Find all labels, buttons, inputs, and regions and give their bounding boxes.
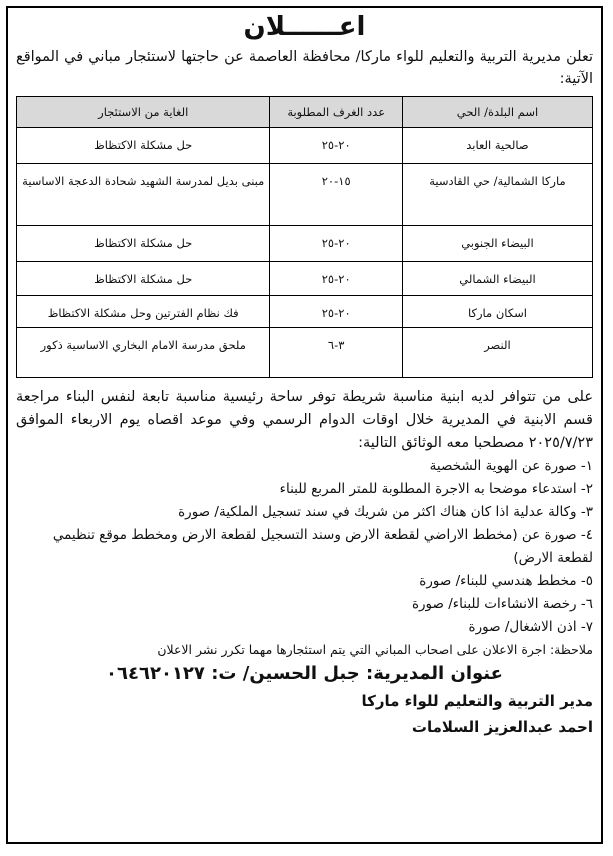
list-item: ٣- وكالة عدلية اذا كان هناك اكثر من شريك في سند تسجيل الملكية/ صورة xyxy=(178,504,593,520)
cell-rooms: ٢٠-٢٥ xyxy=(270,296,402,328)
cell-rooms: ١٥-٢٠ xyxy=(270,164,402,226)
intro-paragraph: تعلن مديرية التربية والتعليم للواء ماركا/ محافظة العاصمة عن حاجتها لاستئجار مباني في المواقع الآتية: xyxy=(16,49,593,87)
cell-place: النصر xyxy=(402,328,592,378)
cell-place: البيضاء الشمالي xyxy=(402,262,592,296)
body-paragraph: على من تتوافر لديه ابنية مناسبة شريطة توفر ساحة رئيسية مناسبة تابعة لنفس البناء مراجعة قسم الابنية في المديرية خلال اوقات الدوام الرسمي وفي موعد اقصاه يوم الاربعاء الموافق ٢٠٢٥/٧/٢٣ مصطحبا معه الوثائق التالية: xyxy=(16,389,593,451)
cell-purpose: حل مشكلة الاكتظاظ xyxy=(17,262,270,296)
rental-table xyxy=(16,96,593,378)
cell-place: صالحية العابد xyxy=(402,128,592,164)
table-row xyxy=(17,226,593,262)
table-header-row xyxy=(17,97,593,128)
signature-name: احمد عبدالعزيز السلامات xyxy=(411,718,593,736)
list-item: ٥- مخطط هندسي للبناء/ صورة xyxy=(419,573,593,589)
cell-rooms: ٢٠-٢٥ xyxy=(270,128,402,164)
table-row xyxy=(17,328,593,378)
page-title: اعــــــلان xyxy=(243,12,366,42)
cell-rooms: ٣-٦ xyxy=(270,328,402,378)
announcement-frame xyxy=(6,6,603,844)
table-row xyxy=(17,164,593,226)
cell-rooms: ٢٠-٢٥ xyxy=(270,262,402,296)
list-item: ٧- اذن الاشغال/ صورة xyxy=(468,619,593,635)
table-row xyxy=(17,262,593,296)
cell-purpose: مبنى بديل لمدرسة الشهيد شحادة الدعجة الاساسية xyxy=(17,164,270,226)
cell-purpose: حل مشكلة الاكتظاظ xyxy=(17,226,270,262)
header-purpose: الغاية من الاستئجار xyxy=(17,97,270,128)
directorate-address: عنوان المديرية: جبل الحسين/ ت: ٠٦٤٦٢٠١٢٧ xyxy=(106,663,503,684)
cell-place: ماركا الشمالية/ حي القادسية xyxy=(402,164,592,226)
cell-place: اسكان ماركا xyxy=(402,296,592,328)
header-rooms: عدد الغرف المطلوبة xyxy=(270,97,402,128)
list-item: ٢- استدعاء موضحا به الاجرة المطلوبة للمتر المربع للبناء xyxy=(279,481,593,497)
documents-list xyxy=(16,455,593,639)
signature-title: مدير التربية والتعليم للواء ماركا xyxy=(361,692,593,710)
cell-purpose: ملحق مدرسة الامام البخاري الاساسية ذكور xyxy=(17,328,270,378)
list-item: ٦- رخصة الانشاءات للبناء/ صورة xyxy=(411,596,593,612)
list-item: ٤- صورة عن (مخطط الاراضي لقطعة الارض وسند التسجيل لقطعة الارض ومخطط موقع تنظيمي لقطعة الارض) xyxy=(52,527,593,566)
note-text: ملاحظة: اجرة الاعلان على اصحاب المباني التي يتم استئجارها مهما تكرر نشر الاعلان xyxy=(157,642,593,657)
cell-purpose: فك نظام الفترتين وحل مشكلة الاكتظاظ xyxy=(17,296,270,328)
header-place: اسم البلدة/ الحي xyxy=(402,97,592,128)
cell-purpose: حل مشكلة الاكتظاظ xyxy=(17,128,270,164)
list-item: ١- صورة عن الهوية الشخصية xyxy=(429,458,593,474)
table-row xyxy=(17,296,593,328)
cell-place: البيضاء الجنوبي xyxy=(402,226,592,262)
cell-rooms: ٢٠-٢٥ xyxy=(270,226,402,262)
table-row xyxy=(17,128,593,164)
